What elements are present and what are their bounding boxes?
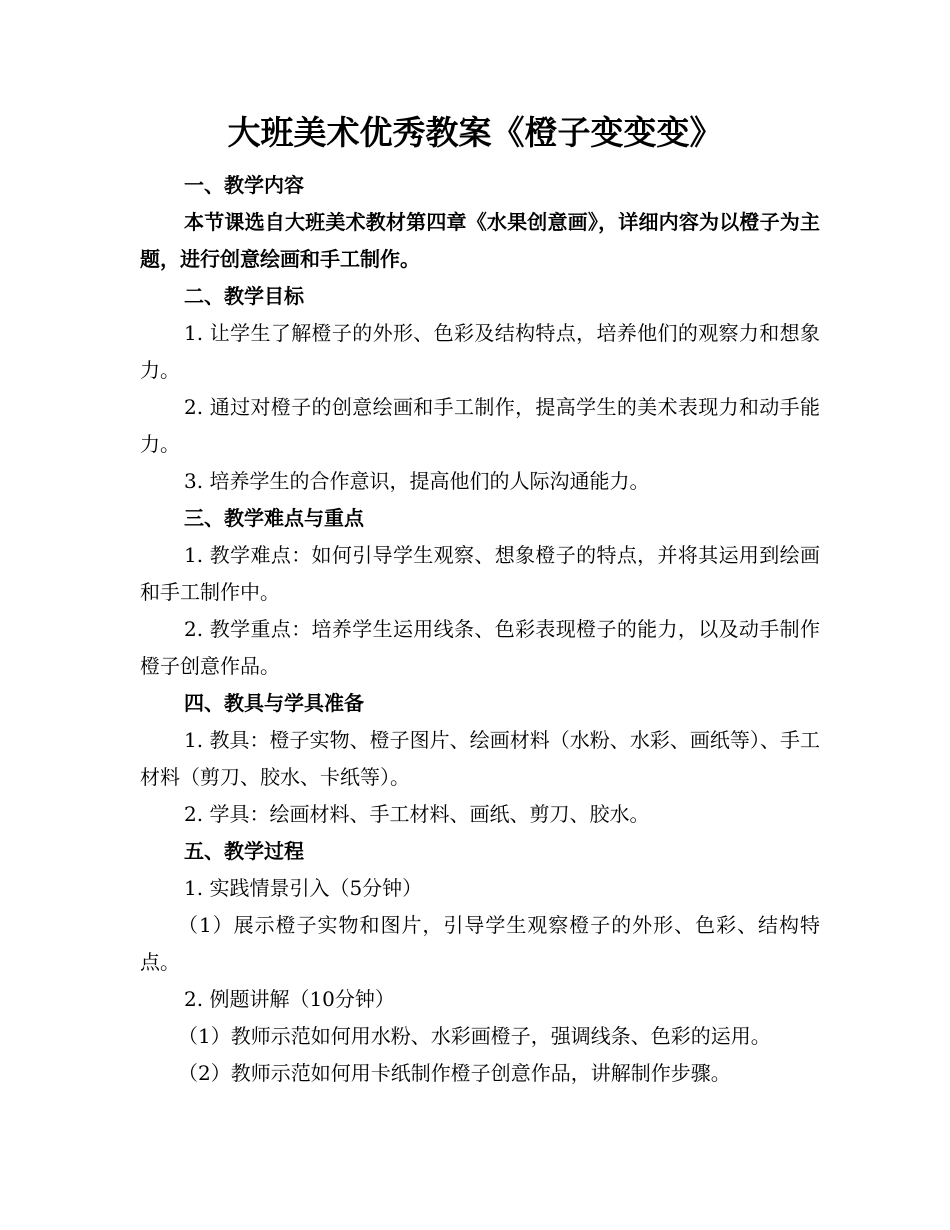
objective-item-1: 1. 让学生了解橙子的外形、色彩及结构特点，培养他们的观察力和想象力。: [140, 321, 820, 382]
teaching-aids-item: 1. 教具：橙子实物、橙子图片、绘画材料（水粉、水彩、画纸等）、手工材料（剪刀、胶水、卡纸等）。: [140, 728, 820, 789]
process-substep-2-2: （2）教师示范如何用卡纸制作橙子创意作品，讲解制作步骤。: [178, 1061, 731, 1085]
process-step-1: 1. 实践情景引入（5分钟）: [184, 876, 423, 900]
content-paragraph: 本节课选自大班美术教材第四章《水果创意画》，详细内容为以橙子为主题，进行创意绘画和手工制作。: [140, 210, 820, 271]
section-heading-materials: 四、教具与学具准备: [184, 691, 364, 715]
section-heading-difficulties: 三、教学难点与重点: [184, 506, 364, 530]
section-heading-process: 五、教学过程: [184, 839, 304, 863]
difficulty-item: 1. 教学难点：如何引导学生观察、想象橙子的特点，并将其运用到绘画和手工制作中。: [140, 543, 820, 604]
process-substep-1-1: （1）展示橙子实物和图片，引导学生观察橙子的外形、色彩、结构特点。: [140, 913, 820, 974]
student-materials-item: 2. 学具：绘画材料、手工材料、画纸、剪刀、胶水。: [184, 802, 650, 826]
objective-item-3: 3. 培养学生的合作意识，提高他们的人际沟通能力。: [184, 469, 650, 493]
objective-item-2: 2. 通过对橙子的创意绘画和手工制作，提高学生的美术表现力和动手能力。: [140, 395, 820, 456]
key-point-item: 2. 教学重点：培养学生运用线条、色彩表现橙子的能力，以及动手制作橙子创意作品。: [140, 617, 820, 678]
section-heading-content: 一、教学内容: [184, 173, 304, 197]
section-heading-objectives: 二、教学目标: [184, 284, 304, 308]
document-title: 大班美术优秀教案《橙子变变变》: [227, 113, 723, 152]
process-step-2: 2. 例题讲解（10分钟）: [184, 987, 395, 1011]
document-body: [140, 167, 820, 1092]
process-substep-2-1: （1）教师示范如何用水粉、水彩画橙子，强调线条、色彩的运用。: [178, 1024, 771, 1048]
